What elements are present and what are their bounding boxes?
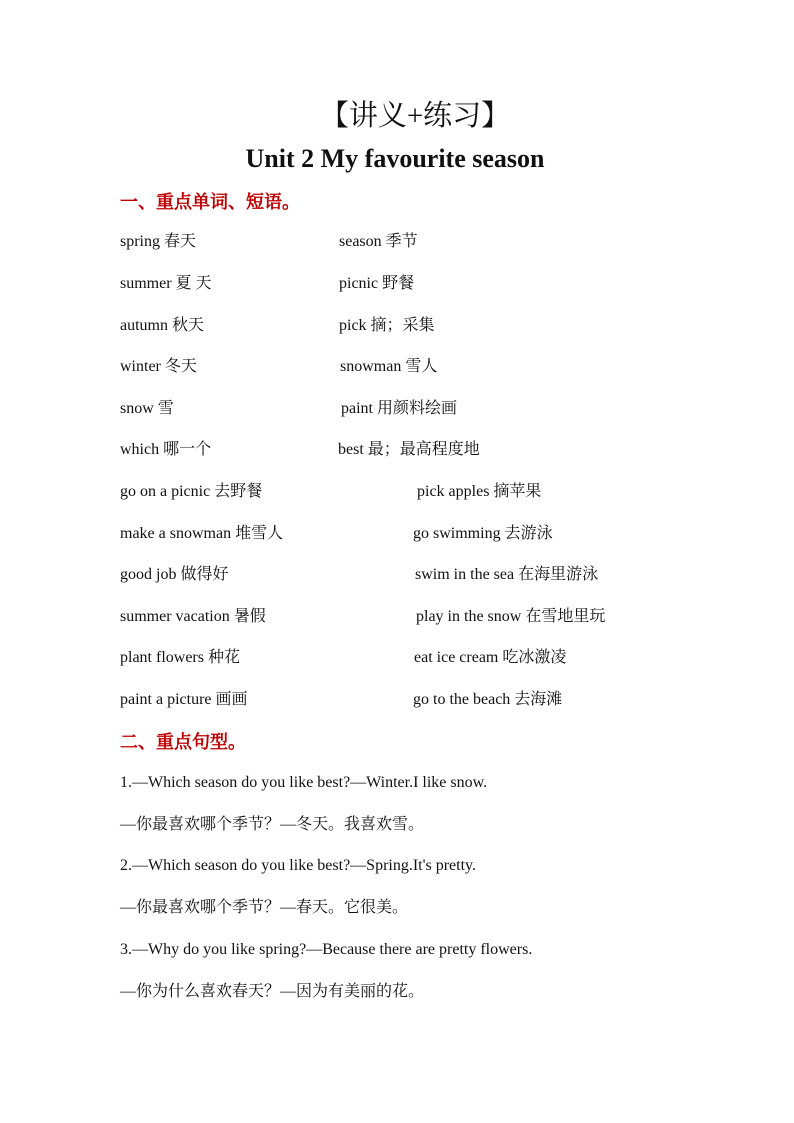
phrase-left: paint a picture 画画 (120, 691, 248, 708)
vocab-right: season 季节 (339, 233, 418, 250)
section-title-sentences: 二、重点句型。 (120, 732, 246, 752)
phrase-right: go to the beach 去海滩 (413, 691, 563, 708)
vocab-left: snow 雪 (120, 400, 174, 417)
phrase-right: swim in the sea 在海里游泳 (415, 566, 599, 583)
vocab-right: snowman 雪人 (340, 358, 438, 375)
phrase-left: good job 做得好 (120, 566, 229, 583)
phrase-right: pick apples 摘苹果 (417, 483, 542, 500)
unit-title: Unit 2 My favourite season (245, 144, 545, 173)
phrase-left: make a snowman 堆雪人 (120, 525, 284, 542)
vocab-right: pick 摘；采集 (339, 317, 435, 334)
phrase-left: plant flowers 种花 (120, 649, 240, 666)
vocab-right: picnic 野餐 (339, 275, 415, 292)
phrase-left: summer vacation 暑假 (120, 608, 266, 625)
vocab-left: which 哪一个 (120, 441, 212, 458)
vocab-left: summer 夏 天 (120, 275, 212, 292)
vocab-left: winter 冬天 (120, 358, 197, 375)
vocab-right: best 最；最高程度地 (338, 441, 480, 458)
vocab-left: spring 春天 (120, 233, 197, 250)
handout-title: 【讲义+练习】 (319, 100, 511, 132)
sentence-cn: —你最喜欢哪个季节？—冬天。我喜欢雪。 (120, 816, 425, 833)
sentence-en: 3.—Why do you like spring?—Because there are pretty flowers. (120, 941, 533, 958)
phrase-right: go swimming 去游泳 (413, 525, 553, 542)
phrase-right: play in the snow 在雪地里玩 (416, 608, 606, 625)
vocab-left: autumn 秋天 (120, 317, 204, 334)
phrase-left: go on a picnic 去野餐 (120, 483, 263, 500)
phrase-right: eat ice cream 吃冰激凌 (414, 649, 567, 666)
sentence-en: 1.—Which season do you like best?—Winter.I like snow. (120, 774, 488, 791)
section-title-vocabulary: 一、重点单词、短语。 (120, 192, 300, 212)
sentence-cn: —你为什么喜欢春天？—因为有美丽的花。 (120, 983, 425, 1000)
sentence-en: 2.—Which season do you like best?—Spring.It's pretty. (120, 857, 477, 874)
sentence-cn: —你最喜欢哪个季节？—春天。它很美。 (120, 899, 409, 916)
vocab-right: paint 用颜料绘画 (341, 400, 457, 417)
